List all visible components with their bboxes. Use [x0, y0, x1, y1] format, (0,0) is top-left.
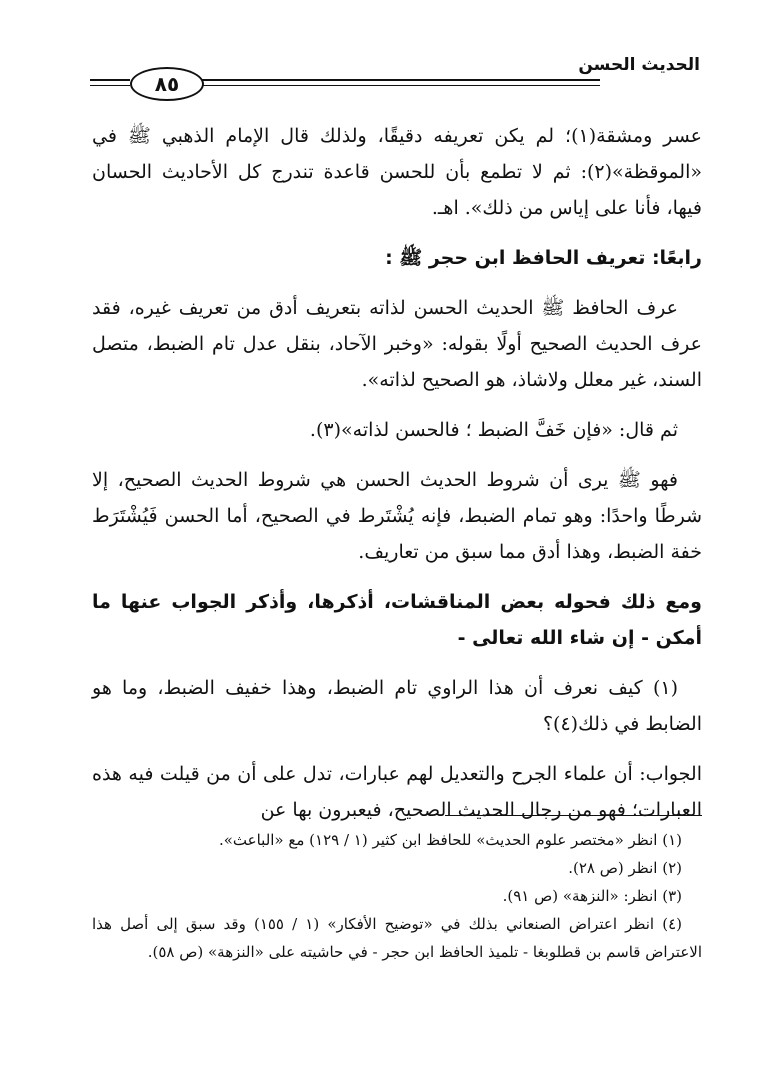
footnote: (١) انظر «مختصر علوم الحديث» للحافظ ابن كثير (١ / ١٢٩) مع «الباعث».	[218, 831, 682, 849]
paragraph: عسر ومشقة(١)؛ لم يكن تعريفه دقيقًا، ولذلك قال الإمام الذهبي ﷺ في «الموقظة»(٢): ثم لا تطمع بأن للحسن قاعدة تندرج كل الأحاديث الحسان فيها، فأنا على إياس من ذلك». اهـ.	[92, 125, 702, 219]
header-rule-right-bottom	[202, 85, 600, 86]
paragraph-bold: ومع ذلك فحوله بعض المناقشات، أذكرها، وأذكر الجواب عنها ما أمكن - إن شاء الله تعالى -	[92, 591, 702, 649]
header-rule-left-top	[90, 79, 130, 81]
paragraph: عرف الحافظ ﷺ الحديث الحسن لذاته بتعريف أدق من تعريف غيره، فقد عرف الحديث الصحيح أولًا بقوله: «وخبر الآحاد، بنقل عدل تام الضبط، متصل السند، غير معلل ولاشاذ، هو الصحيح لذاته».	[92, 297, 702, 391]
paragraph: ثم قال: «فإن خَفَّ الضبط ؛ فالحسن لذاته»(٣).	[309, 419, 678, 441]
paragraph: الجواب: أن علماء الجرح والتعديل لهم عبارات، تدل على أن من قيلت فيه هذه العبارات؛ فهو من رجال الحديث الصحيح، فيعبرون بها عن	[92, 763, 702, 821]
paragraph: (١) كيف نعرف أن هذا الراوي تام الضبط، وهذا خفيف الضبط، وما هو الضابط في ذلك(٤)؟	[92, 677, 702, 735]
footnotes	[92, 826, 702, 966]
footnote: (٣) انظر: «النزهة» (ص ٩١).	[502, 887, 682, 905]
footnote: (٢) انظر (ص ٢٨).	[568, 859, 682, 877]
section-heading: رابعًا: تعريف الحافظ ابن حجر ﷺ :	[385, 247, 702, 269]
running-title: الحديث الحسن	[578, 55, 700, 75]
paragraph: فهو ﷺ يرى أن شروط الحديث الحسن هي شروط الحديث الصحيح، إلا شرطًا واحدًا: وهو تمام الضبط، فإنه يُشْتَرط في الصحيح، أما الحسن فَيُشْتَرَط خفة الضبط، وهذا أدق مما سبق من تعاريف.	[92, 469, 702, 563]
footnote-separator	[445, 815, 702, 816]
page-header	[90, 55, 700, 105]
main-text	[92, 118, 702, 842]
header-rule-left-bottom	[90, 85, 130, 86]
header-rule-right-top	[202, 79, 600, 81]
page-number: ٨٥	[130, 67, 204, 101]
footnote: (٤) انظر اعتراض الصنعاني بذلك في «توضيح الأفكار» (١ / ١٥٥) وقد سبق إلى أصل هذا الاعتراض قاسم بن قطلوبغا - تلميذ الحافظ ابن حجر - في حاشيته على «النزهة» (ص ٥٨).	[92, 915, 702, 961]
